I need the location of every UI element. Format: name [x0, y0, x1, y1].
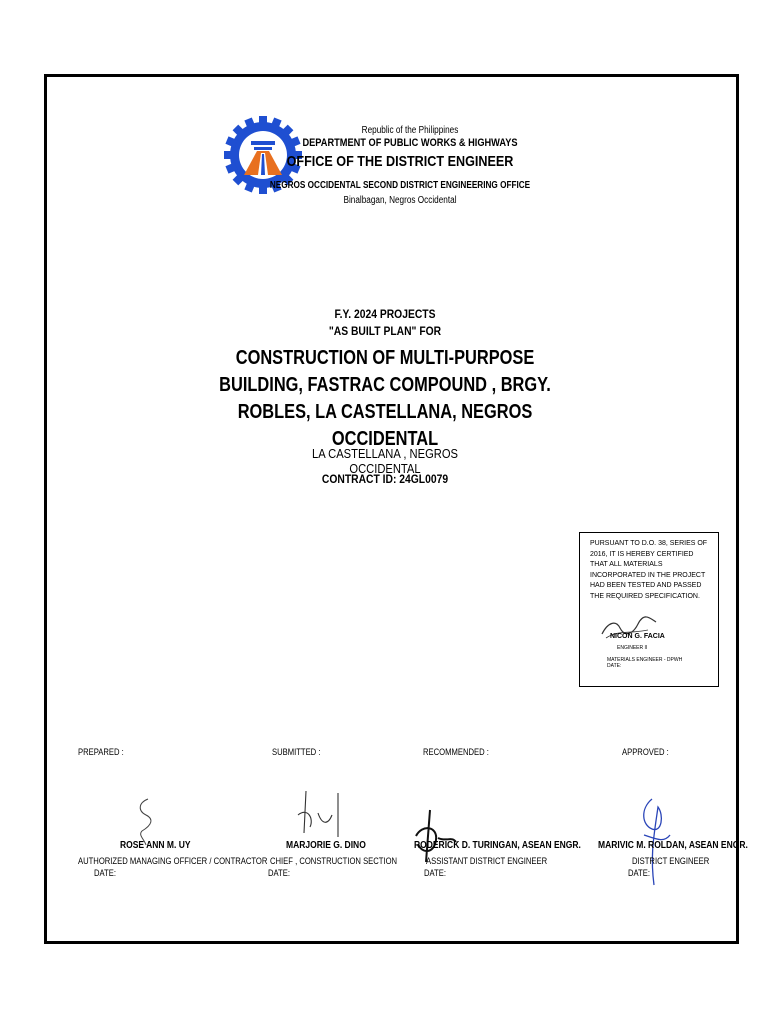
certifier-title: ENGINEER II	[617, 645, 648, 651]
prepared-date-label: DATE:	[94, 868, 116, 878]
submitted-position: CHIEF , CONSTRUCTION SECTION	[270, 856, 398, 866]
plan-type: "AS BUILT PLAN" FOR	[328, 324, 442, 338]
submitted-name: MARJORIE G. DINO	[286, 840, 366, 851]
certifier-role: MATERIALS ENGINEER - DPWH	[607, 657, 683, 663]
approved-label: APPROVED :	[622, 747, 669, 757]
recommended-label: RECOMMENDED :	[423, 747, 489, 757]
contract-id: CONTRACT ID: 24GL0079	[321, 472, 449, 486]
certifier-date-label: DATE:	[607, 663, 622, 669]
submitted-signature-image	[288, 785, 348, 845]
header-district-office: NEGROS OCCIDENTAL SECOND DISTRICT ENGINEERING OFFICE	[269, 180, 531, 191]
prepared-label: PREPARED :	[78, 747, 124, 757]
recommended-name: RODERICK D. TURINGAN, ASEAN ENGR.	[414, 840, 581, 851]
certification-text: PURSUANT TO D.O. 38, SERIES OF 2016, IT IS HEREBY CERTIFIED THAT ALL MATERIALS INCORPORATED IN THE PROJECT HAD BEEN TESTED AND PASSED THE REQUIRED SPECIFICATION.	[590, 540, 708, 600]
fiscal-year: F.Y. 2024 PROJECTS	[334, 307, 436, 321]
prepared-name: ROSE ANN M. UY	[120, 840, 191, 851]
approved-date-label: DATE:	[628, 868, 650, 878]
header-location: Binalbagan, Negros Occidental	[343, 195, 457, 206]
header-republic: Republic of the Philippines	[361, 125, 459, 136]
prepared-position: AUTHORIZED MANAGING OFFICER / CONTRACTOR	[78, 856, 268, 866]
project-title: CONSTRUCTION OF MULTI-PURPOSE BUILDING, FASTRAC COMPOUND , BRGY. ROBLES, LA CASTELLANA, NEGROS OCCIDENTAL	[219, 347, 551, 450]
submitted-date-label: DATE:	[268, 868, 290, 878]
header-office: OFFICE OF THE DISTRICT ENGINEER	[286, 153, 514, 170]
recommended-position: ASSISTANT DISTRICT ENGINEER	[426, 856, 548, 866]
project-location: LA CASTELLANA , NEGROS OCCIDENTAL	[311, 446, 459, 476]
approved-name: MARIVIC M. ROLDAN, ASEAN ENGR.	[598, 840, 748, 851]
recommended-date-label: DATE:	[424, 868, 446, 878]
header-department: DEPARTMENT OF PUBLIC WORKS & HIGHWAYS	[302, 137, 518, 149]
submitted-label: SUBMITTED :	[272, 747, 321, 757]
certifier-name: NICON G. FACIA	[610, 633, 665, 640]
approved-position: DISTRICT ENGINEER	[632, 856, 710, 866]
